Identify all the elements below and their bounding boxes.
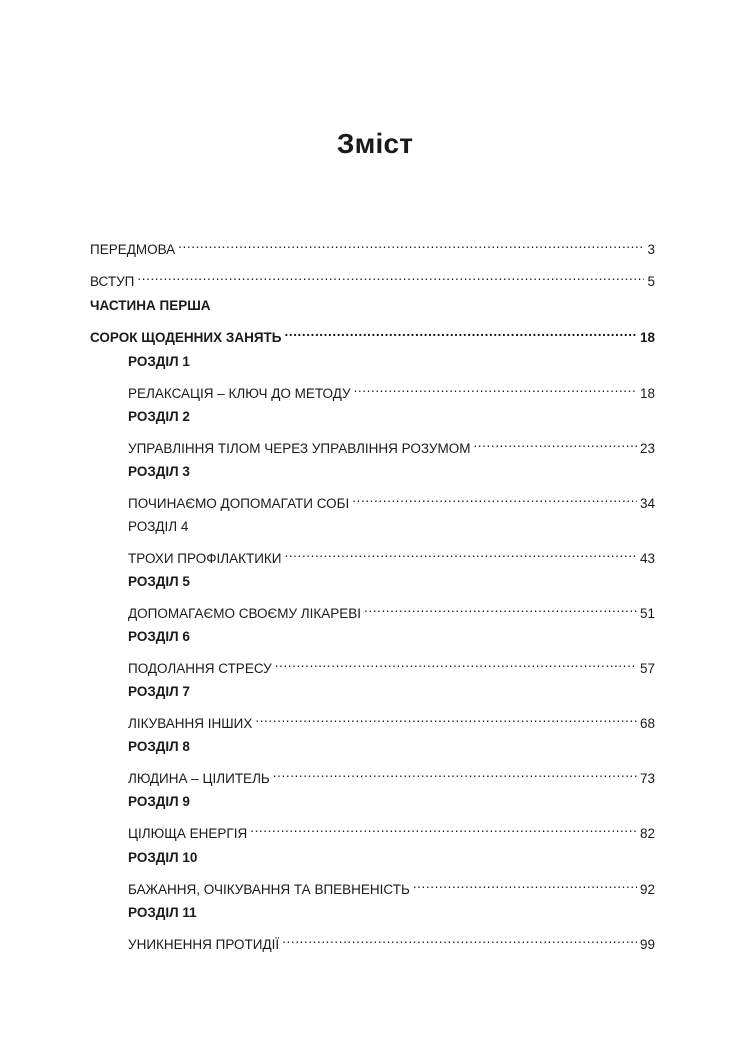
toc-entry-label: РОЗДІЛ 5 (128, 574, 190, 589)
dot-leader (273, 763, 637, 783)
toc-entry-label: РОЗДІЛ 10 (128, 850, 198, 865)
toc-entry[interactable] (128, 488, 655, 511)
toc-entry[interactable] (128, 708, 655, 731)
toc-heading (128, 792, 655, 812)
toc-entry-label: ТРОХИ ПРОФІЛАКТИКИ (128, 551, 282, 566)
dot-leader (413, 874, 637, 894)
toc-heading (128, 517, 655, 537)
toc-page-number: 3 (647, 242, 655, 257)
toc-entry[interactable] (128, 818, 655, 841)
toc-heading (128, 352, 655, 372)
dot-leader (354, 378, 637, 398)
toc-entry-label: РОЗДІЛ 2 (128, 409, 190, 424)
dot-leader (284, 543, 636, 563)
toc-entry-label: РОЗДІЛ 9 (128, 794, 190, 809)
toc-page-number: 34 (639, 496, 655, 511)
toc-entry-label: РОЗДІЛ 3 (128, 464, 190, 479)
toc-heading (128, 737, 655, 757)
toc-entry[interactable] (90, 266, 655, 289)
toc-entry-label: ЦІЛЮЩА ЕНЕРГІЯ (128, 826, 248, 841)
dot-leader (282, 929, 637, 949)
toc-entry-label: ПОДОЛАННЯ СТРЕСУ (128, 661, 272, 676)
toc-page-number: 57 (639, 661, 655, 676)
toc-entry-label: РОЗДІЛ 6 (128, 629, 190, 644)
toc-heading (128, 903, 655, 923)
toc-entry-label: ДОПОМАГАЄМО СВОЄМУ ЛІКАРЕВІ (128, 606, 362, 621)
toc-entry-label: ЛЮДИНА – ЦІЛИТЕЛЬ (128, 771, 270, 786)
toc-heading (90, 296, 655, 316)
toc-entry-label: УНИКНЕННЯ ПРОТИДІЇ (128, 937, 280, 952)
toc-page-number: 68 (639, 716, 655, 731)
dot-leader (364, 598, 637, 618)
dot-leader (352, 488, 637, 508)
toc-entry[interactable] (128, 929, 655, 952)
toc-entry-label: РЕЛАКСАЦІЯ – КЛЮЧ ДО МЕТОДУ (128, 386, 351, 401)
toc-heading (128, 848, 655, 868)
toc-entry[interactable] (128, 433, 655, 456)
toc-entry-label: РОЗДІЛ 11 (128, 905, 197, 920)
toc-heading (128, 462, 655, 482)
toc-entry-label: БАЖАННЯ, ОЧІКУВАННЯ ТА ВПЕВНЕНІСТЬ (128, 882, 410, 897)
dot-leader (178, 234, 644, 254)
toc-heading (128, 627, 655, 647)
page-title: Зміст (336, 128, 414, 159)
toc-entry-label: РОЗДІЛ 7 (128, 684, 190, 699)
toc-page-number: 18 (639, 386, 655, 401)
dot-leader (275, 653, 637, 673)
toc-entry-label: РОЗДІЛ 8 (128, 739, 190, 754)
toc-entry-label: ЛІКУВАННЯ ІНШИХ (128, 716, 253, 731)
toc-heading (128, 572, 655, 592)
toc-entry[interactable] (128, 653, 655, 676)
toc-entry[interactable] (90, 234, 655, 257)
toc-heading (128, 682, 655, 702)
dot-leader (473, 433, 637, 453)
toc-entry-label: ПЕРЕДМОВА (90, 242, 176, 257)
toc-entry[interactable] (128, 874, 655, 897)
dot-leader (255, 708, 637, 728)
toc-page-number: 5 (647, 274, 655, 289)
toc-entry[interactable] (128, 598, 655, 621)
toc-entry-label: РОЗДІЛ 4 (128, 519, 189, 534)
toc-entry[interactable] (128, 378, 655, 401)
toc-entry-label: УПРАВЛІННЯ ТІЛОМ ЧЕРЕЗ УПРАВЛІННЯ РОЗУМОМ (128, 441, 471, 456)
toc-entry-label: ПОЧИНАЄМО ДОПОМАГАТИ СОБІ (128, 496, 350, 511)
dot-leader (137, 266, 644, 286)
toc-page-number: 51 (639, 606, 655, 621)
toc-page-number: 82 (639, 826, 655, 841)
toc-page-number: 23 (639, 441, 655, 456)
toc-entry-label: ЧАСТИНА ПЕРША (90, 298, 211, 313)
toc-page-number: 92 (639, 882, 655, 897)
dot-leader (250, 818, 637, 838)
toc-entry[interactable] (90, 322, 655, 345)
toc-page-number: 18 (639, 330, 655, 345)
toc-entry[interactable] (128, 543, 655, 566)
dot-leader (285, 322, 637, 342)
toc-heading (128, 407, 655, 427)
toc-page-number: 99 (639, 937, 655, 952)
toc-page-number: 43 (639, 551, 655, 566)
toc-entry-label: ВСТУП (90, 274, 135, 289)
toc-page-number: 73 (639, 771, 655, 786)
toc-entry-label: СОРОК ЩОДЕННИХ ЗАНЯТЬ (90, 330, 282, 345)
toc-entry-label: РОЗДІЛ 1 (128, 354, 190, 369)
toc-entry[interactable] (128, 763, 655, 786)
